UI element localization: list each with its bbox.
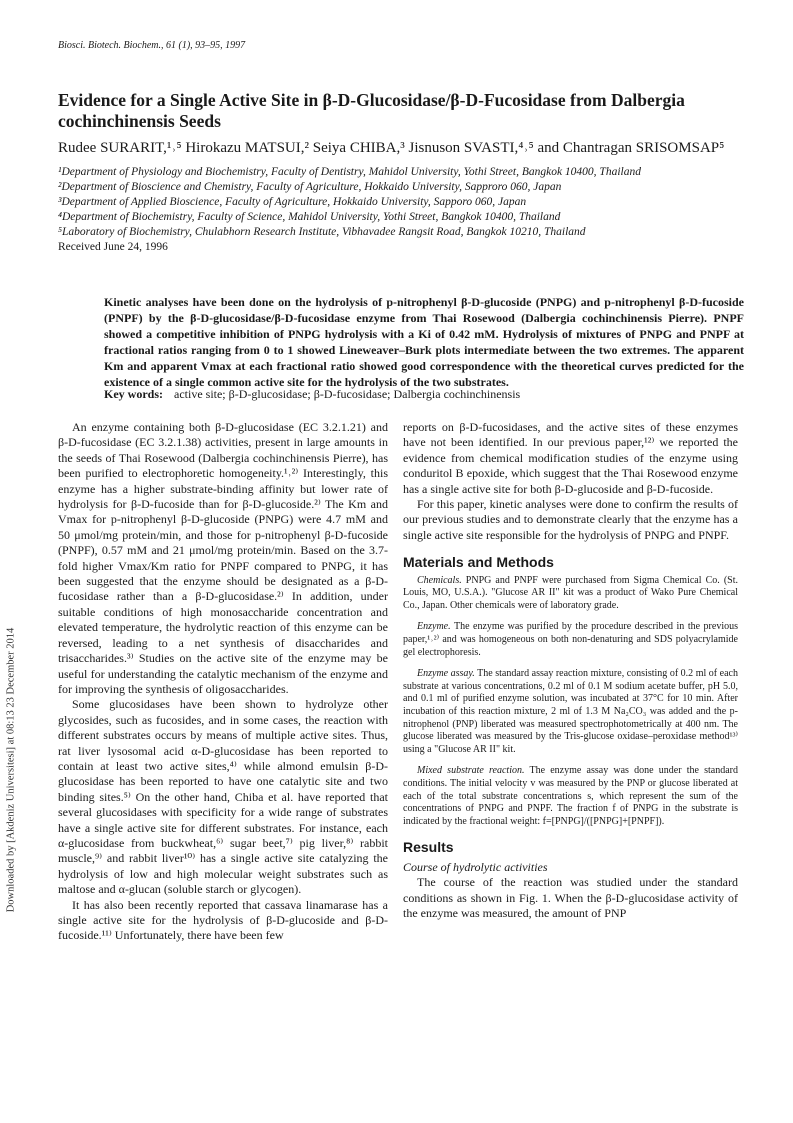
methods-heading: Materials and Methods <box>403 554 554 571</box>
methods-enzyme-label: Enzyme. <box>417 621 451 633</box>
affiliation-1: ¹Department of Physiology and Biochemistry, Faculty of Dentistry, Mahidol University, Yothi Street, Bangkok 10400, Thailand <box>58 166 641 178</box>
affiliation-2: ²Department of Bioscience and Chemistry, Faculty of Agriculture, Hokkaido University, Sapproro 060, Japan <box>58 181 562 193</box>
intro-paragraph-3: It has also been recently reported that cassava linamarase has a single active site for the hydrolysis of β-D-glucoside and β-D-fucoside.¹¹⁾ Unfortunately, there have been few <box>58 897 388 943</box>
affiliation-3: ³Department of Applied Bioscience, Faculty of Agriculture, Hokkaido University, Sapporo 060, Japan <box>58 196 527 208</box>
methods-mixed <box>403 765 738 828</box>
intro-paragraph-5: For this paper, kinetic analyses were done to confirm the results of our previous studies and to demonstrate clearly that the enzyme has a single active site responsible for the hydrolysis of PNPG and PNPF. <box>403 497 738 542</box>
download-watermark-text: Downloaded by [Akdeniz Universitesi] at 08:13 23 December 2014 <box>5 627 17 913</box>
results-heading: Results <box>403 839 454 856</box>
author-list: Rudee SURARIT,¹˒⁵ Hirokazu MATSUI,² Seiya CHIBA,³ Jisnuson SVASTI,⁴˒⁵ and Chantragan SRISOMSAP⁵ <box>58 140 725 156</box>
affiliations <box>58 165 748 255</box>
keywords-label: Key words: <box>104 387 163 401</box>
affiliation-5: ⁵Laboratory of Biochemistry, Chulabhorn Research Institute, Vibhavadee Rangsit Road, Bangkok 10210, Thailand <box>58 226 586 238</box>
left-column <box>58 420 388 944</box>
right-column <box>403 420 738 921</box>
journal-reference: Biosci. Biotech. Biochem., 61 (1), 93–95, 1997 <box>58 40 246 51</box>
intro-paragraph-2: Some glucosidases have been shown to hydrolyze other glycosides, such as fucosides, and in some cases, the reaction with different substrates occurs by means of multiple active sites. Thus, rat liver lysosomal acid α-D-glucosidase has been reported to contain at least two active sites,⁴⁾ while almond emulsin β-D-glucosidase has been reported to have one catalytic site and two binding sites.⁵⁾ On the other hand, Chiba et al. have reported that several glucosidases with specificity for a wide range of substrates have a single active site for different substrates. For instance, each α-glucosidase from buckwheat,⁶⁾ sugar beet,⁷⁾ pig liver,⁸⁾ rabbit muscle,⁹⁾ and rabbit liver¹⁰⁾ has a single active site catalyzing the hydrolysis of low and high molecular weight substrates such as maltose and α-glucan (soluble starch or glycogen). <box>58 697 388 897</box>
methods-section <box>403 575 738 829</box>
intro-paragraph-4: reports on β-D-fucosidases, and the active sites of these enzymes have not been identified. In our previous paper,¹²⁾ we reported the evidence from chemical modification studies of the enzyme using conduritol B epoxide, which suggest that the Thai Rosewood enzyme has a single active site for both β-D-glucoside and β-D-fucoside. <box>403 420 738 496</box>
methods-chemicals <box>403 575 738 613</box>
received-date: Received June 24, 1996 <box>58 241 168 253</box>
methods-mixed-label: Mixed substrate reaction. <box>417 765 525 777</box>
affiliation-4: ⁴Department of Biochemistry, Faculty of Science, Mahidol University, Yothi Street, Bangkok 10400, Thailand <box>58 211 561 223</box>
methods-assay-label: Enzyme assay. <box>417 668 475 680</box>
results-subheading: Course of hydrolytic activities <box>403 859 548 874</box>
intro-paragraph-1: An enzyme containing both β-D-glucosidase (EC 3.2.1.21) and β-D-fucosidase (EC 3.2.1.38) activities, present in large amounts in the seeds of Thai Rosewood (Dalbergia cochinchinensis Pierre), has been purified to electrophoretic homogeneity.¹˒²⁾ Interestingly, this enzyme has a higher substrate-binding affinity but lower rate of hydrolysis for β-D-fucoside than for β-D-glucoside.²⁾ The Km and Vmax for p-nitrophenyl β-D-glucoside (PNPG) were 4.7 mM and 50 μmol/mg protein/min, and those for p-nitrophenyl β-D-fucoside (PNPF), 0.57 mM and 21 μmol/mg protein/min. Based on the 3.7-fold higher Vmax/Km ratio for PNPF compared to PNPG, it has been suggested that the enzyme should be designated as a β-D-fucosidase rather than a β-D-glucosidase.²⁾ In addition, under suitable conditions of high monosaccharide concentration and elevated temperature, the hydrolytic reaction of this enzyme can be reversed, leading to a net synthesis of disaccharides and trisaccharides.³⁾ Studies on the active site of the enzyme may be useful for understanding the catalytic mechanism of the enzyme and for improving the synthesis of oligosaccharides. <box>58 420 388 696</box>
keywords <box>104 387 520 402</box>
methods-chemicals-text: PNPG and PNPF were purchased from Sigma Chemical Co. (St. Louis, MO, U.S.A.). "Glucose AR II" kit was a product of Wako Pure Chemical Co., Japan. Other chemicals were of laboratory grade. <box>403 574 738 611</box>
download-watermark <box>4 520 18 1020</box>
methods-enzyme-text: The enzyme was purified by the procedure described in the previous paper,¹˒²⁾ and was homogeneous on both non-denaturing and SDS polyacrylamide gel electrophoresis. <box>403 621 738 658</box>
abstract: Kinetic analyses have been done on the hydrolysis of p-nitrophenyl β-D-glucoside (PNPG) and p-nitrophenyl β-D-fucoside (PNPF) by the β-D-glucosidase/β-D-fucosidase enzyme from Thai Rosewood (Dalbergia cochinchinensis Pierre). PNPF showed a competitive inhibition of PNPG hydrolysis with a Ki of 0.42 mM. Hydrolysis of mixtures of PNPG and PNPF at fractional ratios ranging from 0 to 1 showed Lineweaver–Burk plots intermediate between the two extremes. The apparent Km and apparent Vmax at each fractional ratio showed good correspondence with the theoretical curves predicted for the existence of a single common active site for the hydrolysis of the two substrates. <box>104 295 744 389</box>
methods-assay <box>403 668 738 756</box>
keywords-text: active site; β-D-glucosidase; β-D-fucosidase; Dalbergia cochinchinensis <box>174 387 521 401</box>
methods-enzyme <box>403 621 738 659</box>
methods-assay-text: The standard assay reaction mixture, consisting of 0.2 ml of each substrate at various concentrations, 0.2 ml of 0.1 M sodium acetate buffer, pH 5.0, and 0.1 ml of purified enzyme solution, was incubated at 37°C for 10 min. After incubation of this reaction mixture, 2 ml of 1.3 M Na₂CO₃ was added and the p-nitrophenol (PNP) liberated was measured spectrophotometrically at 400 nm. The glucose liberated was measured by the Tris-glucose oxidase–peroxidase method¹³⁾ using a "Glucose AR II" kit. <box>403 668 738 755</box>
methods-chemicals-label: Chemicals. <box>417 574 462 586</box>
results-paragraph: The course of the reaction was studied under the standard conditions as shown in Fig. 1. When the β-D-glucosidase activity of the enzyme was measured, the amount of PNP <box>403 875 738 920</box>
methods-mixed-text: The enzyme assay was done under the standard conditions. The initial velocity v was measured by the PNP or glucose liberated at each of the total substrate concentrations s, which represent the sum of the concentrations of PNPG and PNPF. The fraction f of PNPG in the substrate is indicated by the fractional weight: f=[PNPG]/([PNPG]+[PNPF]). <box>403 765 738 827</box>
article-title: Evidence for a Single Active Site in β-D-Glucosidase/β-D-Fucosidase from Dalbergia cochinchinensis Seeds <box>58 90 685 131</box>
